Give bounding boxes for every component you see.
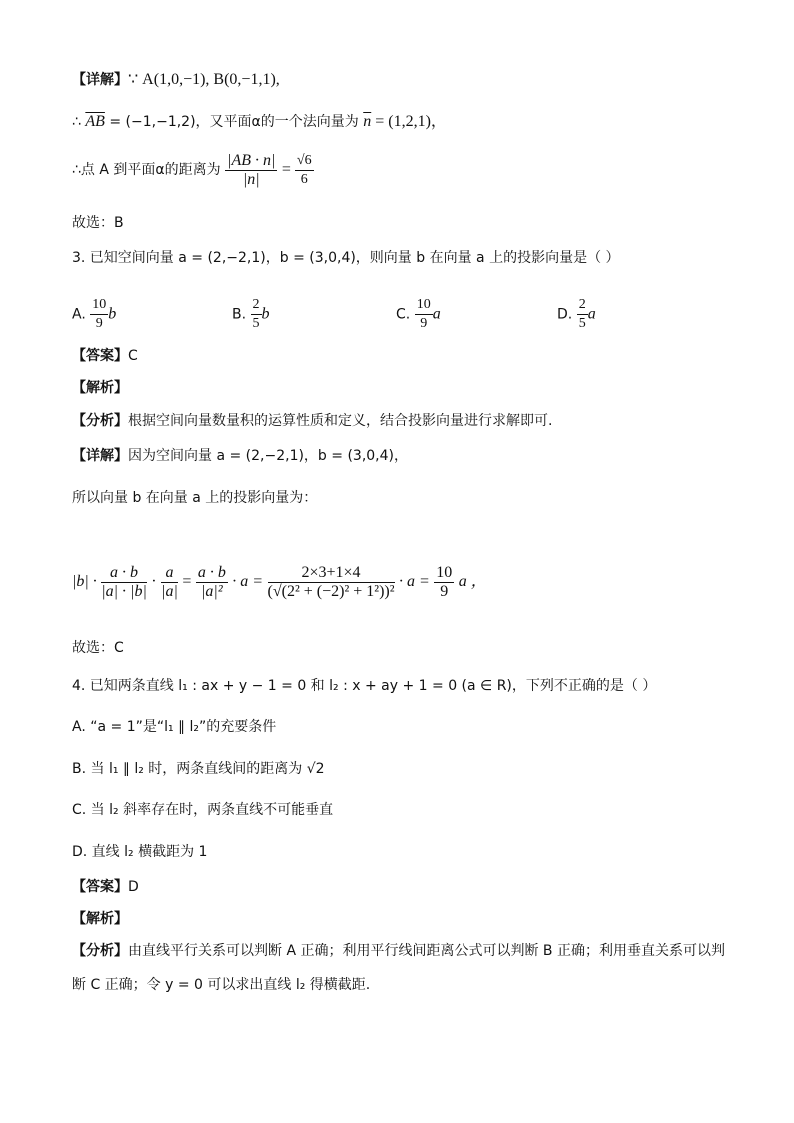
answer-tag-2: 【答案】: [72, 879, 128, 895]
q4-option-d: D. 直线 l₂ 横截距为 1: [72, 844, 208, 860]
vector-n: $\overline{n}$: [363, 113, 372, 130]
formula-part-1: |b| ·: [72, 573, 97, 590]
q4-option-b: B. 当 l₁ ∥ l₂ 时，两条直线间的距离为 √2: [72, 761, 325, 777]
formula-frac-4-num: 2×3+1×4: [268, 564, 395, 583]
option-a: [72, 296, 116, 333]
answer-select-b: 故选：B: [72, 215, 124, 231]
fenxi-continuation: 断 C 正确；令 y = 0 可以求出直线 l₂ 得横截距.: [72, 977, 371, 993]
option-b: [232, 296, 270, 333]
analysis-tag-2: 【解析】: [72, 911, 128, 927]
question-3-stem: 3. 已知空间向量 a = (2,−2,1)，b = (3,0,4)，则向量 b 在向量 a 上的投影向量是（ ）: [72, 250, 620, 266]
result-denominator: 6: [300, 171, 308, 187]
fenxi-tag-2: 【分析】: [72, 943, 128, 959]
detail-line-1: [72, 70, 280, 90]
detail-tag: 【详解】: [72, 72, 128, 88]
formula-frac-1-den: |a| · |b|: [101, 582, 147, 600]
formula-frac-3-den: |a|²: [201, 582, 223, 600]
fenxi-line-2: [72, 941, 725, 961]
analysis-line: [72, 378, 128, 398]
fenxi-text-2: 由直线平行关系可以判断 A 正确；利用平行线间距离公式可以判断 B 正确；利用垂直关系可以判: [128, 943, 725, 959]
normal-vector-value: = (1,2,1)，: [371, 113, 447, 130]
option-c-num: 10: [415, 296, 433, 315]
analysis-line-2: [72, 909, 128, 929]
distance-line: [72, 150, 314, 190]
formula-eq-1: =: [182, 573, 192, 590]
detail-text-2: 因为空间向量 a = (2,−2,1)，b = (3,0,4)，: [128, 448, 408, 464]
option-b-fraction: [251, 296, 262, 333]
option-d-fraction: [577, 296, 588, 333]
option-d-label: D.: [557, 306, 573, 323]
formula-part-3: · a =: [232, 573, 264, 590]
formula-frac-5: [434, 564, 454, 601]
option-a-fraction: [90, 296, 108, 333]
answer-value: C: [128, 348, 138, 364]
option-d-den: 5: [578, 316, 586, 331]
fenxi-text: 根据空间向量数量积的运算性质和定义，结合投影向量进行求解即可.: [128, 413, 553, 429]
formula-frac-2-den: |a|: [161, 582, 178, 600]
option-c-label: C.: [396, 306, 411, 323]
option-a-var: b: [108, 305, 117, 323]
q4-option-c: C. 当 l₂ 斜率存在时，两条直线不可能垂直: [72, 802, 334, 818]
formula-frac-5-den: 9: [440, 582, 449, 600]
formula-part-5: a ，: [458, 573, 487, 590]
projection-intro: 所以向量 b 在向量 a 上的投影向量为：: [72, 490, 318, 506]
answer-select-c: 故选：C: [72, 640, 124, 656]
formula-frac-4: [268, 564, 395, 601]
option-d-num: 2: [577, 296, 588, 315]
distance-denominator: |n|: [242, 170, 260, 188]
vector-ab: $\overline{AB}$: [85, 113, 105, 130]
formula-frac-3: [196, 564, 228, 601]
option-d: [557, 296, 596, 333]
therefore-symbol: ∴: [72, 114, 86, 130]
result-fraction: [295, 152, 314, 189]
distance-label: ∴点 A 到平面α的距离为: [72, 162, 221, 178]
formula-part-4: · a =: [398, 573, 430, 590]
projection-formula: [72, 558, 487, 606]
detail-line-2: [72, 446, 408, 466]
option-c-var: a: [432, 305, 441, 323]
detail-tag-2: 【详解】: [72, 448, 128, 464]
formula-frac-4-den: (√(2² + (−2)² + 1²))²: [267, 582, 395, 600]
answer-tag: 【答案】: [72, 348, 128, 364]
vector-ab-text: = (−1,−1,2)，又平面α的一个法向量为: [104, 114, 364, 130]
option-b-num: 2: [251, 296, 262, 315]
option-a-den: 9: [95, 316, 103, 331]
fenxi-tag: 【分析】: [72, 413, 128, 429]
formula-frac-1: [101, 564, 147, 601]
formula-frac-2: [161, 564, 178, 601]
formula-frac-3-num: a · b: [197, 563, 226, 581]
option-c: [396, 296, 441, 333]
option-a-label: A.: [72, 306, 86, 323]
option-d-var: a: [587, 305, 596, 323]
option-c-den: 9: [420, 316, 428, 331]
option-b-var: b: [261, 305, 270, 323]
equals-sign: =: [281, 161, 295, 178]
formula-frac-2-num: a: [161, 564, 178, 583]
points-text: ∵ A(1,0,−1), B(0,−1,1),: [128, 71, 280, 88]
option-c-fraction: [415, 296, 433, 333]
option-b-label: B.: [232, 306, 247, 323]
formula-part-2: ·: [151, 573, 157, 590]
option-b-den: 5: [252, 316, 260, 331]
vector-ab-line: [72, 112, 447, 132]
analysis-tag: 【解析】: [72, 380, 128, 396]
result-numerator: √6: [295, 152, 314, 171]
distance-fraction: [225, 152, 277, 189]
question-4-stem: 4. 已知两条直线 l₁ : ax + y − 1 = 0 和 l₂ : x + ay + 1 = 0 (a ∈ R)，下列不正确的是（ ）: [72, 678, 657, 694]
formula-frac-5-num: 10: [436, 563, 453, 581]
option-a-num: 10: [90, 296, 108, 315]
formula-frac-1-num: a · b: [101, 564, 147, 583]
answer-value-2: D: [128, 879, 139, 895]
answer-line-2: [72, 877, 139, 897]
distance-numerator: |AB · n|: [227, 151, 276, 169]
answer-line: [72, 346, 138, 366]
fenxi-line: [72, 411, 552, 431]
q4-option-a: A. “a = 1”是“l₁ ∥ l₂”的充要条件: [72, 719, 277, 735]
